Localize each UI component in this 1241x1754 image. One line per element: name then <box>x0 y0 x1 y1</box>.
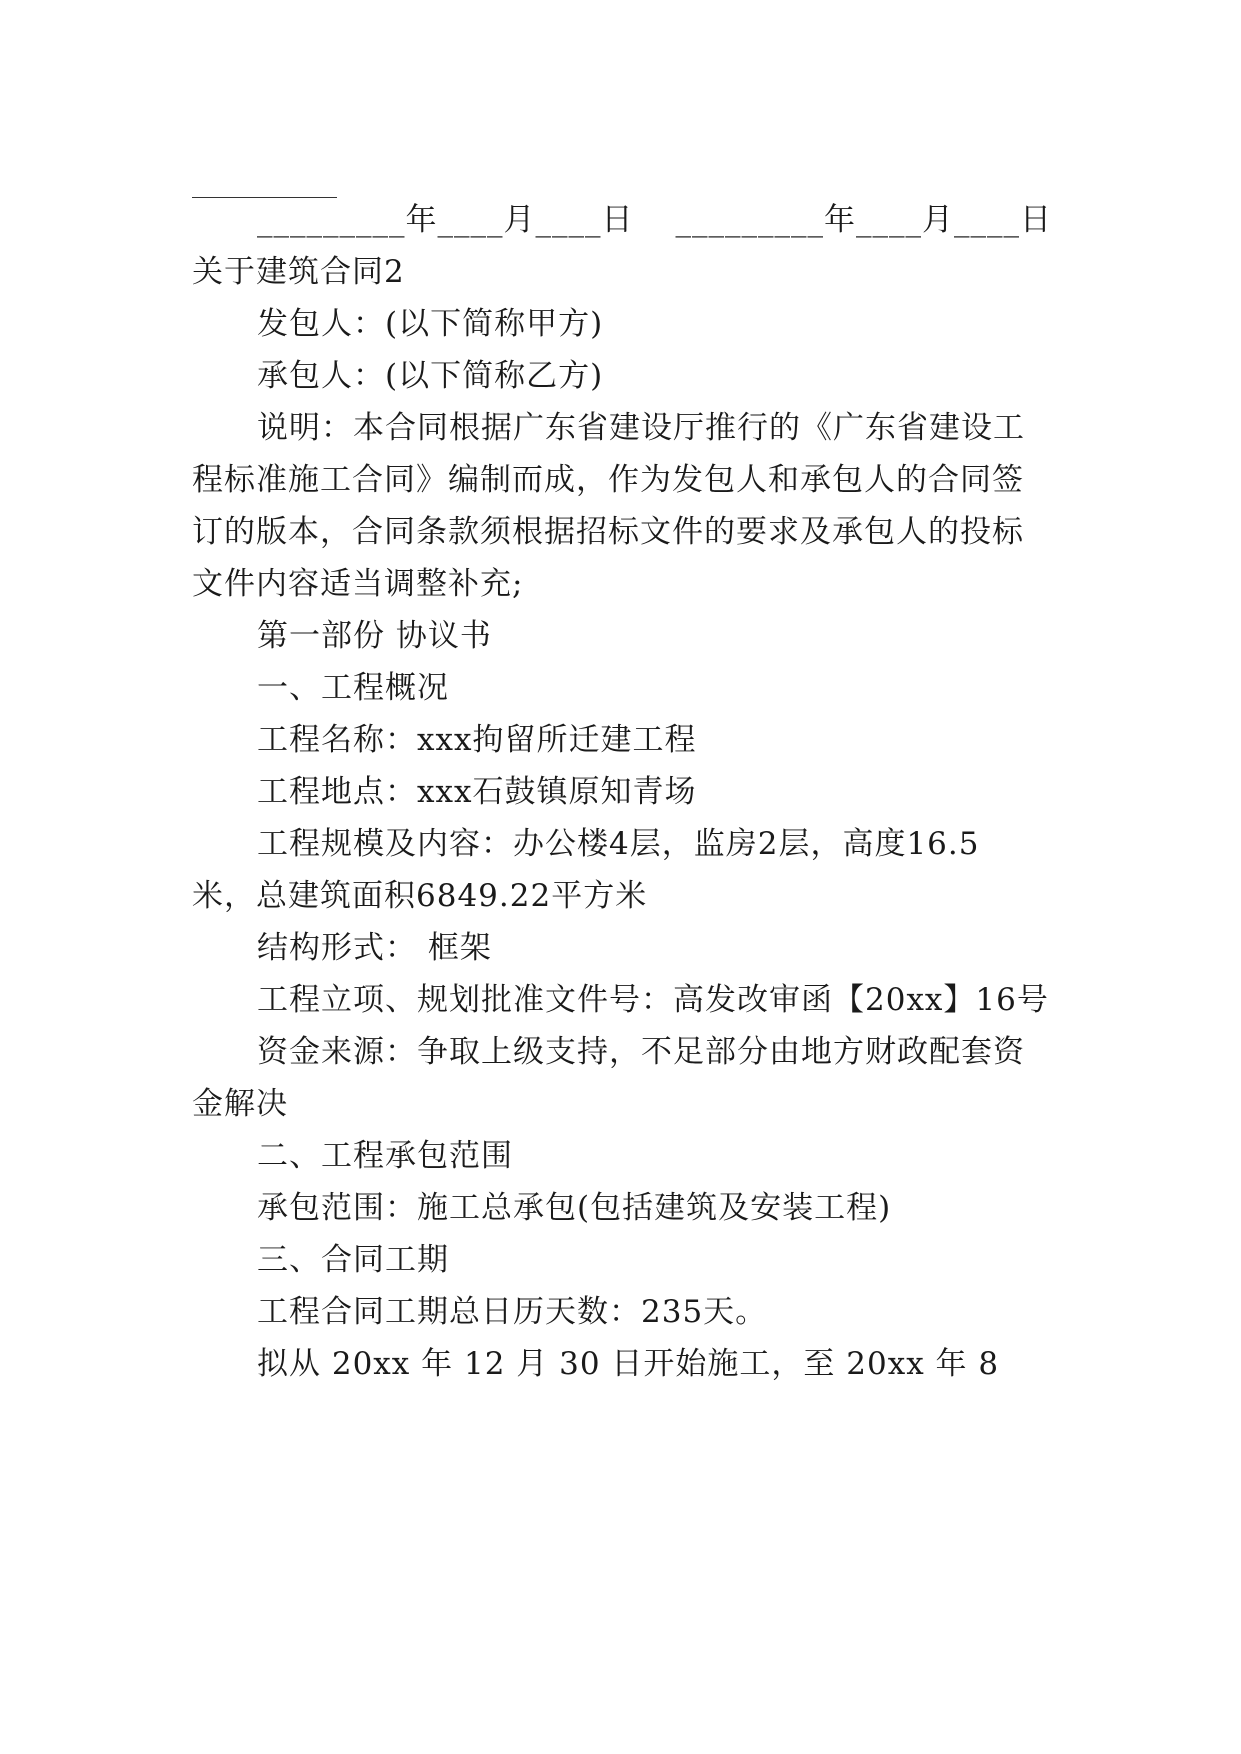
note-paragraph-line: 订的版本，合同条款须根据招标文件的要求及承包人的投标 <box>192 514 1024 550</box>
signature-date-line <box>257 200 1052 240</box>
project-scale-line: 工程规模及内容：办公楼4层，监房2层，高度16.5 <box>257 826 980 862</box>
section-three-heading: 三、合同工期 <box>257 1242 449 1278</box>
note-paragraph-line: 程标准施工合同》编制而成，作为发包人和承包人的合同签 <box>192 462 1024 498</box>
section-two-heading: 二、工程承包范围 <box>257 1138 513 1174</box>
structure-line: 结构形式： 框架 <box>257 930 492 966</box>
project-scale-line: 米，总建筑面积6849.22平方米 <box>192 878 648 914</box>
document-title: 关于建筑合同2 <box>192 254 405 290</box>
note-paragraph-line: 说明：本合同根据广东省建设厅推行的《广东省建设工 <box>257 410 1025 446</box>
signature-blank-rule <box>192 197 337 198</box>
date-blank-right: _________年____月____日 <box>675 202 1052 238</box>
project-name-line: 工程名称：xxx拘留所迁建工程 <box>257 722 697 758</box>
party-a-line: 发包人：(以下简称甲方) <box>257 306 604 342</box>
note-paragraph-line: 文件内容适当调整补充; <box>192 566 524 602</box>
schedule-line: 拟从 20xx 年 12 月 30 日开始施工，至 20xx 年 8 <box>257 1346 1000 1382</box>
approval-line: 工程立项、规划批准文件号：高发改审函【20xx】16号 <box>257 982 1049 1018</box>
section-one-heading: 一、工程概况 <box>257 670 449 706</box>
date-blank-left: _________年____月____日 <box>257 202 634 238</box>
scope-line: 承包范围：施工总承包(包括建筑及安装工程) <box>257 1190 892 1226</box>
funding-line: 资金来源：争取上级支持，不足部分由地方财政配套资 <box>257 1034 1025 1070</box>
funding-line: 金解决 <box>192 1086 288 1122</box>
project-site-line: 工程地点：xxx石鼓镇原知青场 <box>257 774 697 810</box>
part-one-heading: 第一部份 协议书 <box>257 618 492 654</box>
duration-line: 工程合同工期总日历天数：235天。 <box>257 1294 768 1330</box>
party-b-line: 承包人：(以下简称乙方) <box>257 358 604 394</box>
